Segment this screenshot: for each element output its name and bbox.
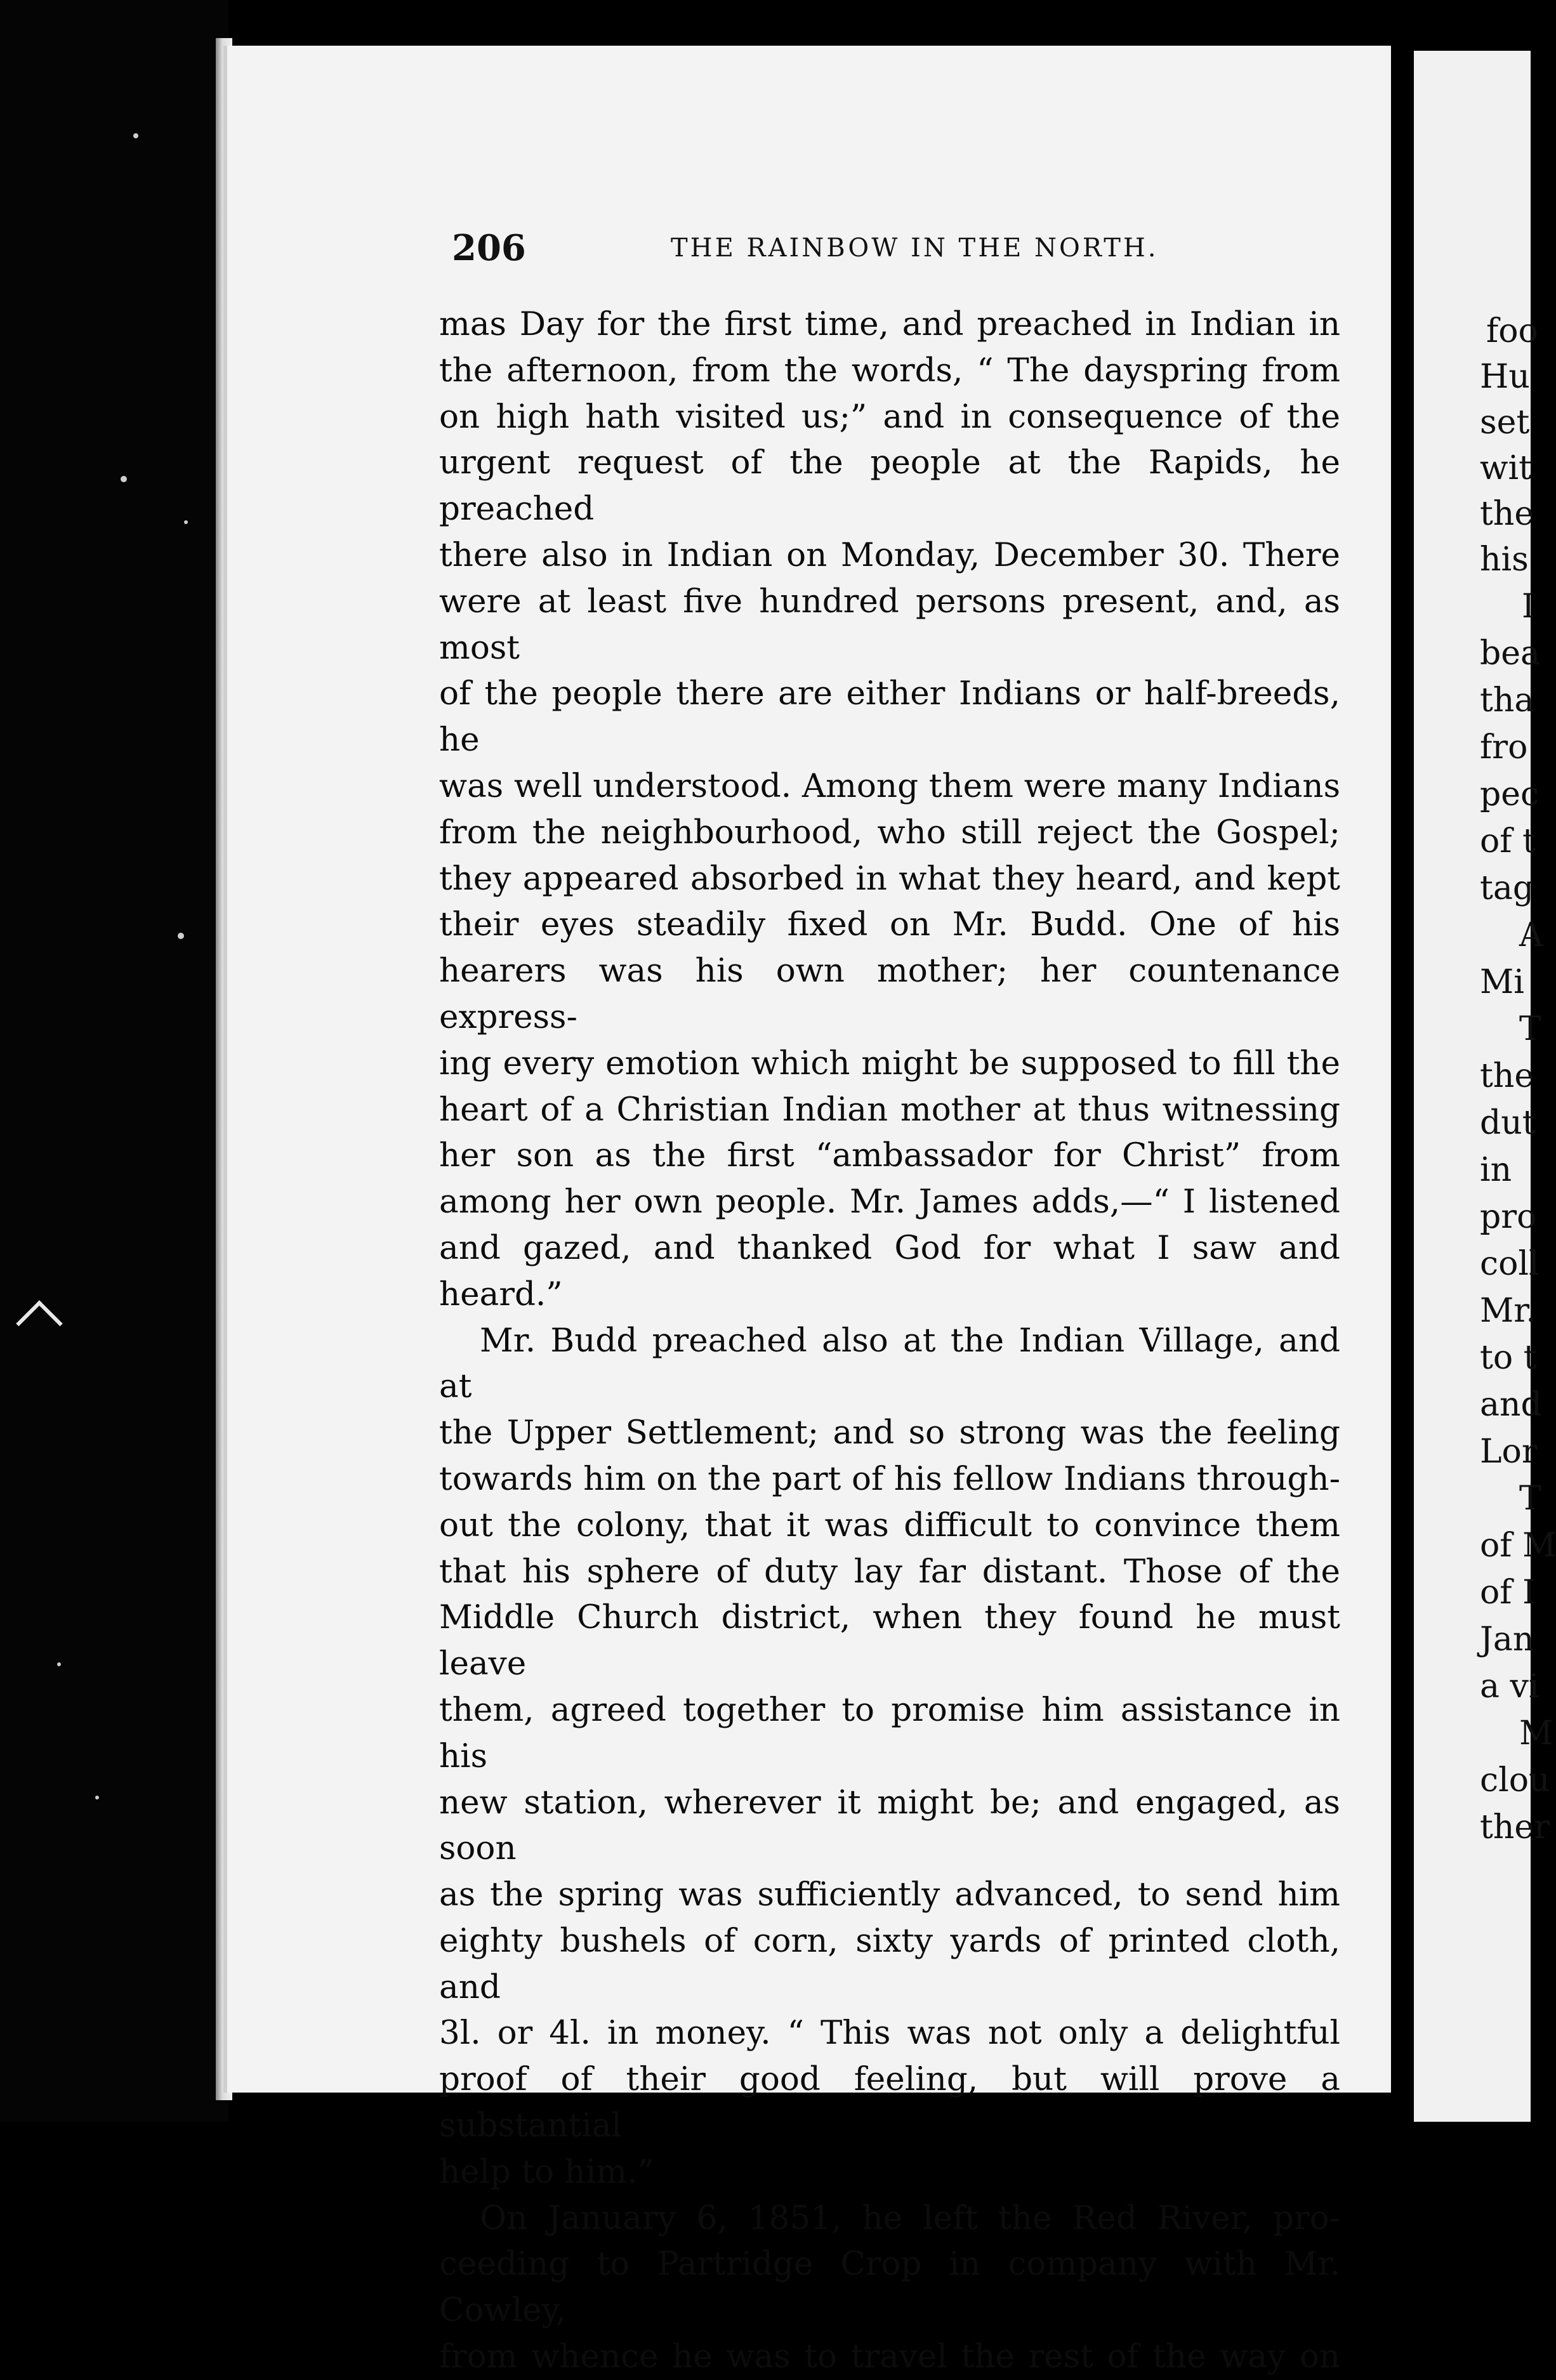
next-page-line: A (1519, 916, 1543, 954)
text-line: from whence he was to travel the rest of the way on (439, 2337, 1340, 2376)
text-line: and gazed, and thanked God for what I saw and heard.” (439, 1228, 1340, 1313)
scanner-background-left (0, 0, 228, 2122)
next-page-line: Lor (1480, 1433, 1538, 1471)
text-line: on high hath visited us;” and in consequence of the (439, 397, 1340, 436)
dust-speck (184, 520, 188, 524)
text-line: her son as the first “ambassador for Christ” from (439, 1136, 1340, 1175)
next-page-line: pec (1480, 775, 1540, 813)
text-line: was well understood. Among them were many Indians (439, 766, 1340, 805)
dust-speck (133, 133, 138, 138)
text-line: that his sphere of duty lay far distant. Those of the (439, 1552, 1340, 1591)
next-page-line: of t (1480, 822, 1536, 860)
dust-speck (95, 1796, 99, 1799)
dust-speck (57, 1662, 61, 1666)
body-text (439, 301, 1340, 2380)
text-line: hearers was his own mother; her countenance express- (439, 952, 1340, 1036)
text-line: from the neighbourhood, who still reject the Gospel; (439, 813, 1340, 851)
next-page-line: wit (1480, 449, 1533, 487)
next-page-fragment (1414, 51, 1556, 2122)
page-header (452, 227, 1353, 278)
next-page-line: and (1480, 1386, 1542, 1424)
text-line: the Upper Settlement; and so strong was the feeling (439, 1414, 1340, 1452)
page-number: 206 (452, 227, 526, 269)
next-page-line: Mr. (1480, 1292, 1536, 1330)
next-page-line: clou (1480, 1761, 1550, 1799)
next-page-line: to t (1480, 1339, 1537, 1377)
next-page-line: bea (1480, 634, 1541, 673)
text-line: of the people there are either Indians or half-breeds, he (439, 674, 1340, 759)
book-gutter (1391, 38, 1414, 2122)
next-page-line: tha (1480, 681, 1534, 720)
next-page-line: dut (1480, 1104, 1536, 1142)
dust-speck (178, 933, 184, 939)
text-line: 3l. or 4l. in money. “ This was not only a delightful (439, 2014, 1340, 2053)
next-page-line: M (1519, 1714, 1553, 1752)
text-line: the afternoon, from the words, “ The dayspring from (439, 351, 1340, 390)
next-page-line: of M (1480, 1527, 1556, 1565)
next-page-line: I (1522, 588, 1535, 626)
text-line: were at least five hundred persons present, and, as most (439, 582, 1340, 667)
next-page-line: set (1480, 404, 1530, 442)
next-page-line: T (1519, 1010, 1541, 1048)
text-line: On January 6, 1851, he left the Red River, pro- (480, 2199, 1340, 2237)
next-page-line: coll (1480, 1245, 1540, 1283)
text-line: Mr. Budd preached also at the Indian Village, and at (439, 1321, 1340, 1406)
running-title: THE RAINBOW IN THE NORTH. (671, 233, 1159, 263)
text-line: their eyes steadily fixed on Mr. Budd. One of his (439, 905, 1340, 944)
text-line: eighty bushels of corn, sixty yards of printed cloth, and (439, 1921, 1340, 2006)
next-page-line: ther (1480, 1808, 1550, 1846)
text-line: as the spring was sufficiently advanced, to send him (439, 1876, 1340, 1914)
text-line: ceeding to Partridge Crop in company with Mr. Cowley, (439, 2245, 1340, 2330)
next-page-line: Mi (1480, 963, 1524, 1001)
next-page-line: Hu (1480, 358, 1530, 396)
next-page-line: the (1480, 495, 1534, 533)
text-line: proof of their good feeling, but will prove a substantial (439, 2060, 1340, 2145)
text-line: towards him on the part of his fellow Indians through- (439, 1459, 1340, 1498)
next-page-line: fro (1480, 728, 1528, 766)
text-line: mas Day for the first time, and preached in Indian in (439, 305, 1340, 343)
text-line: help to him.” (439, 2152, 654, 2191)
next-page-line: a vi (1480, 1667, 1540, 1706)
text-line: new station, wherever it might be; and engaged, as soon (439, 1783, 1340, 1868)
text-line: among her own people. Mr. James adds,—“ I listened (439, 1183, 1340, 1221)
next-page-line: the (1480, 1057, 1534, 1095)
text-line: them, agreed together to promise him assistance in his (439, 1690, 1340, 1775)
text-line: Middle Church district, when they found he must leave (439, 1598, 1340, 1683)
text-line: heart of a Christian Indian mother at thus witnessing (439, 1090, 1340, 1129)
text-line: they appeared absorbed in what they heard, and kept (439, 859, 1340, 898)
text-line: ing every emotion which might be supposed to fill the (439, 1044, 1340, 1082)
dust-speck (121, 476, 127, 482)
text-line: out the colony, that it was difficult to convince them (439, 1506, 1340, 1544)
text-line: there also in Indian on Monday, December 30. There (439, 536, 1340, 574)
next-page-line: tag (1480, 869, 1534, 907)
next-page-line: in (1480, 1151, 1512, 1189)
text-line: urgent request of the people at the Rapids, he preached (439, 444, 1340, 529)
caret-mark-icon (16, 1300, 63, 1347)
next-page-line: his (1480, 541, 1529, 579)
next-page-line: T (1519, 1480, 1541, 1518)
next-page-line: pro (1480, 1198, 1537, 1236)
next-page-line: of I (1480, 1574, 1536, 1612)
next-page-line: Jan (1480, 1621, 1534, 1659)
next-page-line: foo (1486, 312, 1538, 350)
